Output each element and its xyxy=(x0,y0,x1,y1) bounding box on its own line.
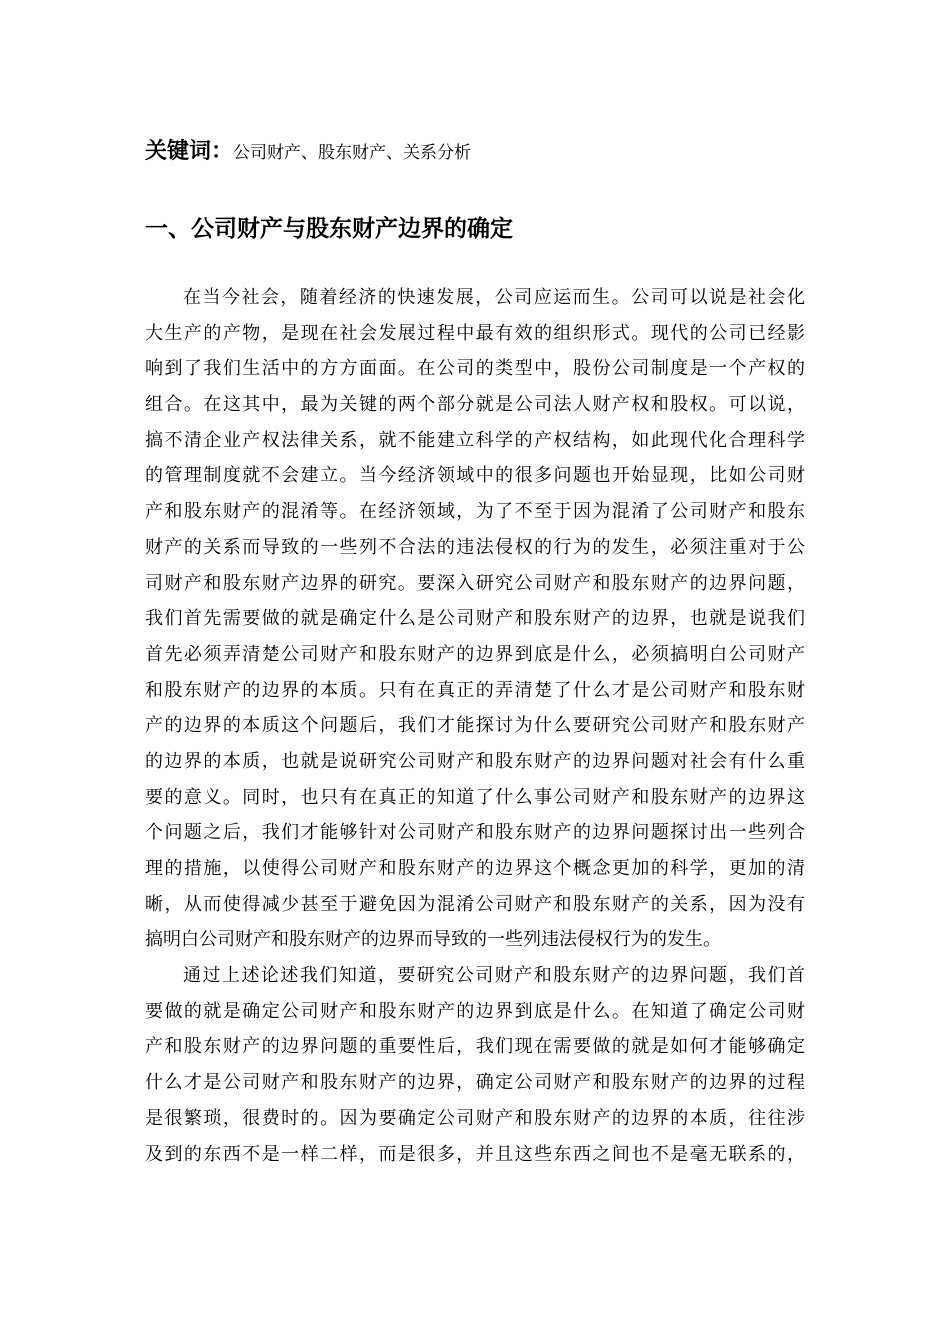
text-line: 我们首先需要做的就是确定什么是公司财产和股东财产的边界，也就是说我们 xyxy=(145,608,805,630)
text-line: 财产的关系而导致的一些列不合法的违法侵权的行为的发生，必须注重对于公 xyxy=(145,536,805,558)
text-line: 响到了我们生活中的方方面面。在公司的类型中，股份公司制度是一个产权的 xyxy=(145,358,805,380)
keywords-label: 关键词： xyxy=(145,138,234,164)
text-line: 大生产的产物，是现在社会发展过程中最有效的组织形式。现代的公司已经影 xyxy=(145,322,805,344)
text-line: 的管理制度就不会建立。当今经济领域中的很多问题也开始显现，比如公司财 xyxy=(145,465,805,487)
text-line: 组合。在这其中，最为关键的两个部分就是公司法人财产权和股权。可以说， xyxy=(145,394,805,416)
text-line: 搞明白公司财产和股东财产的边界而导致的一些列违法侵权行为的发生。 xyxy=(145,929,721,951)
text-line: 首先必须弄清楚公司财产和股东财产的边界到底是什么，必须搞明白公司财产 xyxy=(145,643,805,665)
text-line: 理的措施，以使得公司财产和股东财产的边界这个概念更加的科学，更加的清 xyxy=(145,858,805,879)
text-line: 在当今社会，随着经济的快速发展，公司应运而生。公司可以说是社会化 xyxy=(183,287,805,308)
text-line: 产的边界的本质这个问题后，我们才能探讨为什么要研究公司财产和股东财产 xyxy=(145,715,805,737)
text-line: 及到的东西不是一样二样，而是很多，并且这些东西之间也不是毫无联系的， xyxy=(145,1143,805,1165)
text-line: 产和股东财产的混淆等。在经济领域，为了不至于因为混淆了公司财产和股东 xyxy=(145,501,805,523)
paragraph xyxy=(145,283,805,961)
text-line: 通过上述论述我们知道，要研究公司财产和股东财产的边界问题，我们首 xyxy=(183,965,805,987)
section-heading: 一、公司财产与股东财产边界的确定 xyxy=(145,215,513,242)
text-line: 个问题之后，我们才能够针对公司财产和股东财产的边界问题探讨出一些列合 xyxy=(145,822,805,844)
keywords-line xyxy=(145,133,805,171)
text-line: 的边界的本质，也就是说研究公司财产和股东财产的边界问题对社会有什么重 xyxy=(145,750,805,772)
text-line: 司财产和股东财产边界的研究。要深入研究公司财产和股东财产的边界问题， xyxy=(145,572,805,594)
text-line: 要做的就是确定公司财产和股东财产的边界到底是什么。在知道了确定公司财 xyxy=(145,1000,805,1022)
text-line: 什么才是公司财产和股东财产的边界，确定公司财产和股东财产的边界的过程 xyxy=(145,1072,805,1094)
text-line: 是很繁琐，很费时的。因为要确定公司财产和股东财产的边界的本质，往往涉 xyxy=(145,1107,805,1129)
paragraph xyxy=(145,961,805,1175)
text-line: 产和股东财产的边界问题的重要性后，我们现在需要做的就是如何才能够确定 xyxy=(145,1036,805,1058)
text-line: 晰，从而使得减少甚至于避免因为混淆公司财产和股东财产的关系，因为没有 xyxy=(145,893,805,915)
keywords-value: 公司财产、股东财产、关系分析 xyxy=(233,143,472,163)
text-line: 搞不清企业产权法律关系，就不能建立科学的产权结构，如此现代化合理科学 xyxy=(145,429,805,451)
text-line: 要的意义。同时，也只有在真正的知道了什么事公司财产和股东财产的边界这 xyxy=(145,786,805,808)
text-line: 和股东财产的边界的本质。只有在真正的弄清楚了什么才是公司财产和股东财 xyxy=(145,679,805,701)
body-text xyxy=(145,283,805,1175)
